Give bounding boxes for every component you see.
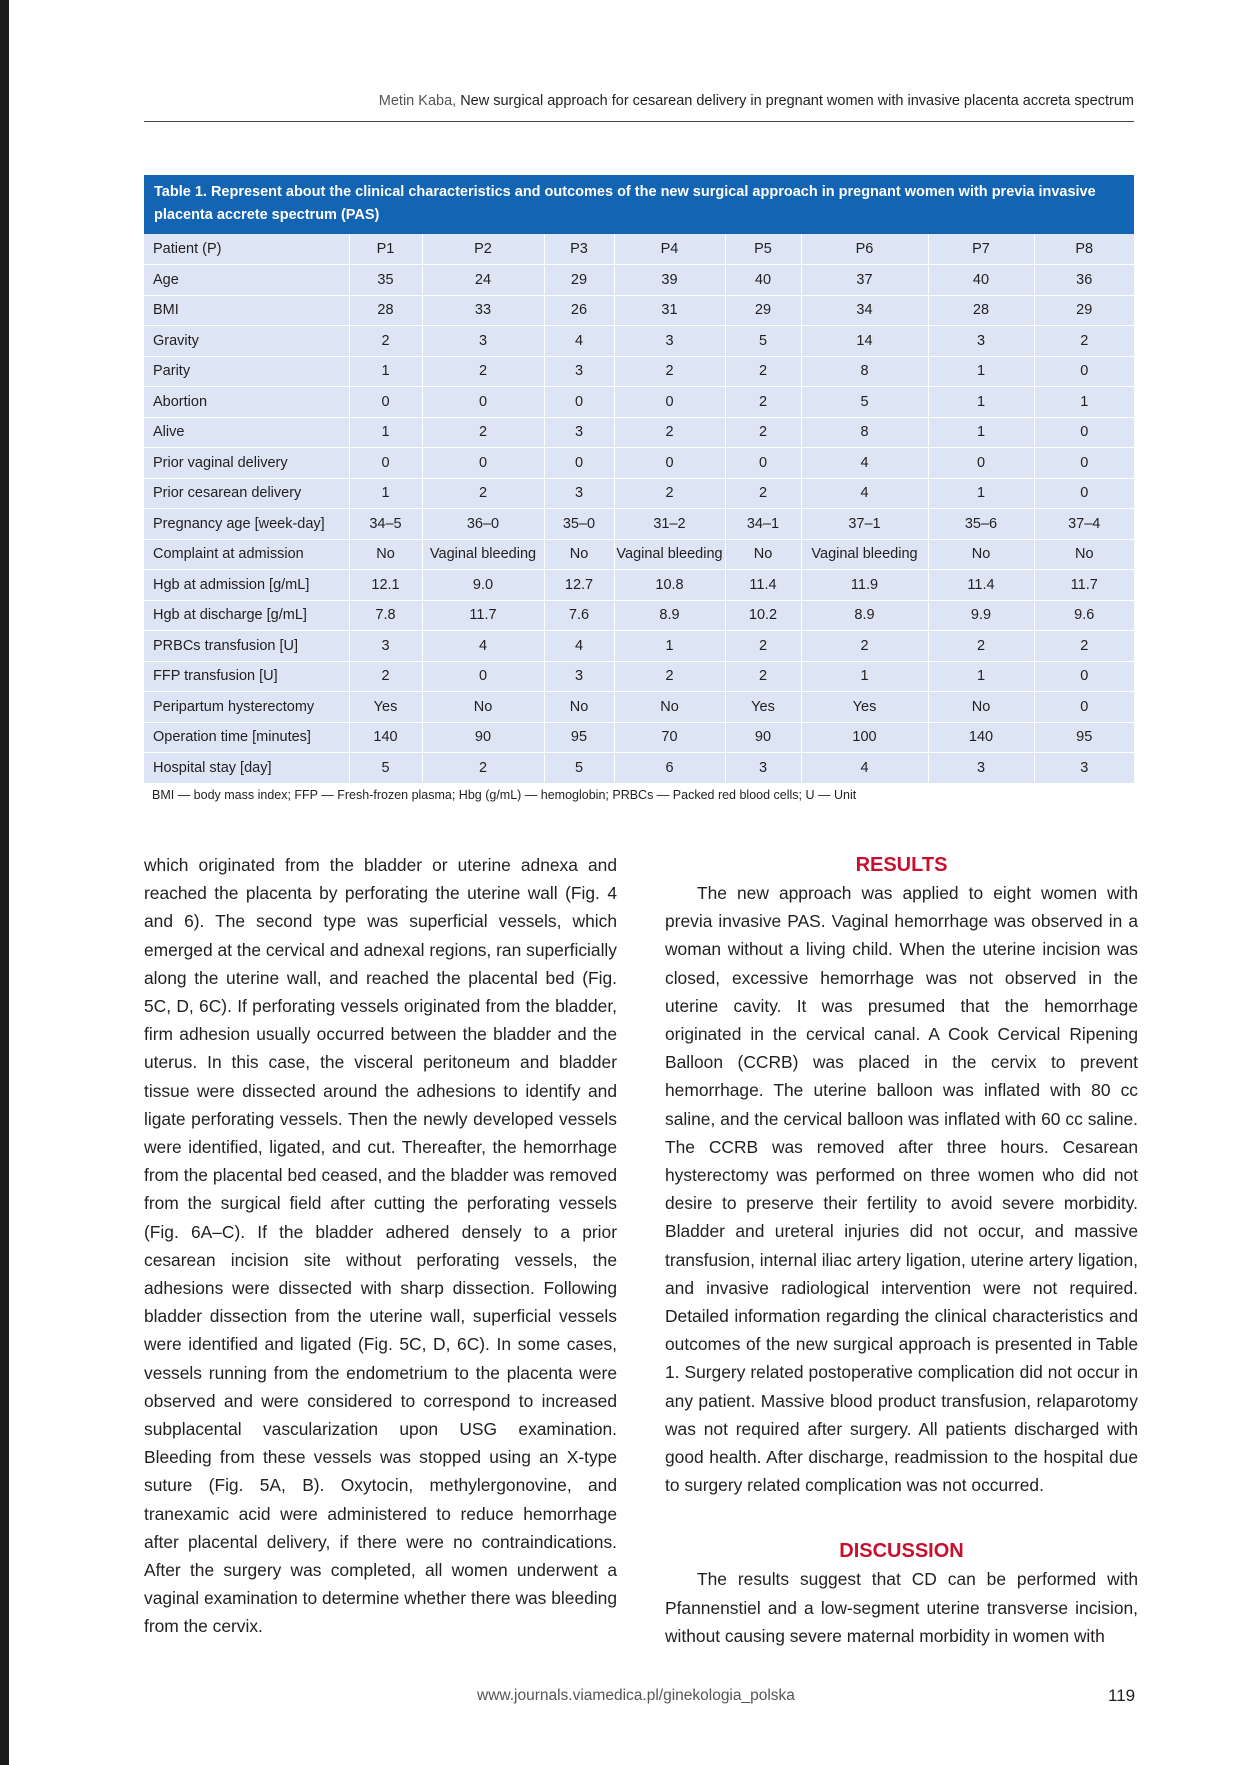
table-cell: 1 — [928, 661, 1034, 692]
table-cell: 8 — [801, 417, 928, 448]
table-cell: 2 — [614, 356, 725, 387]
table-cell: 9.6 — [1034, 600, 1134, 631]
results-paragraph: The new approach was applied to eight women with previa invasive PAS. Vaginal hemorrhage was observed in a woman without a living child. When the uterine incision was closed, excessive hemorrhage was not observed in the uterine cavity. It was presumed that the hemorrhage originated in the cervical canal. A Cook Cervical Ripening Balloon (CCRB) was placed in the cervix to prevent hemorrhage. The uterine balloon was inflated with 80 cc saline, and the cervical balloon was inflated with 60 cc saline. The CCRB was removed after three hours. Cesarean hysterectomy was performed on three women who did not desire to preserve their fertility to avoid severe morbidity. Bladder and ureteral injuries did not occur, and massive transfusion, internal iliac artery ligation, uterine artery ligation, and invasive radiological intervention were not required. Detailed information regarding the clinical characteristics and outcomes of the new surgical approach is presented in Table 1. Surgery related postoperative complication did not occur in any patient. Massive blood product transfusion, relaparotomy was not required after surgery. All patients discharged with good health. After discharge, readmission to the hospital due to surgery related complication was not occurred. — [665, 883, 1138, 1496]
row-label: Peripartum hysterectomy — [144, 692, 349, 723]
table-cell: 2 — [349, 326, 422, 357]
table-cell: 1 — [1034, 387, 1134, 418]
table-cell: 0 — [1034, 417, 1134, 448]
table-cell: 0 — [614, 448, 725, 479]
table-cell: 28 — [349, 295, 422, 326]
table-row — [144, 631, 1134, 662]
table-cell: 39 — [614, 265, 725, 296]
table-cell: 10.8 — [614, 570, 725, 601]
table-cell: 35 — [349, 265, 422, 296]
row-label: Hgb at admission [g/mL] — [144, 570, 349, 601]
table-cell: 0 — [928, 448, 1034, 479]
table-cell: 28 — [928, 295, 1034, 326]
table-cell: 7.6 — [544, 600, 614, 631]
table-cell: 11.4 — [725, 570, 801, 601]
row-label: Operation time [minutes] — [144, 722, 349, 753]
table-cell: 70 — [614, 722, 725, 753]
table-cell: 37–1 — [801, 509, 928, 540]
row-label: Hgb at discharge [g/mL] — [144, 600, 349, 631]
table-row — [144, 356, 1134, 387]
table-row — [144, 539, 1134, 570]
table-cell: 90 — [725, 722, 801, 753]
table-cell: No — [544, 539, 614, 570]
table-cell: 2 — [725, 417, 801, 448]
table-cell: 31–2 — [614, 509, 725, 540]
table-cell: 1 — [928, 478, 1034, 509]
table-cell: No — [928, 539, 1034, 570]
table-cell: 140 — [349, 722, 422, 753]
table-cell: P7 — [928, 234, 1034, 265]
table-cell: 3 — [544, 661, 614, 692]
page-number: 119 — [1108, 1686, 1136, 1705]
table-cell: 2 — [1034, 631, 1134, 662]
table-cell: 95 — [544, 722, 614, 753]
page-edge — [0, 0, 9, 1765]
table-cell: 3 — [544, 478, 614, 509]
table-footnote: BMI — body mass index; FFP — Fresh-frozen plasma; Hbg (g/mL) — hemoglobin; PRBCs — Packed red blood cells; U — Unit — [152, 788, 857, 802]
table-cell: 1 — [349, 478, 422, 509]
table-cell: 2 — [1034, 326, 1134, 357]
table-cell: 34–5 — [349, 509, 422, 540]
table-cell: P4 — [614, 234, 725, 265]
table-cell: 3 — [928, 326, 1034, 357]
table-cell: 26 — [544, 295, 614, 326]
table-cell: 5 — [544, 753, 614, 784]
table-cell: 9.9 — [928, 600, 1034, 631]
left-column — [144, 851, 617, 1641]
table-cell: 35–6 — [928, 509, 1034, 540]
table-cell: Yes — [349, 692, 422, 723]
table-cell: 0 — [349, 387, 422, 418]
table-cell: 0 — [1034, 478, 1134, 509]
table-cell: 4 — [544, 326, 614, 357]
row-label: Pregnancy age [week-day] — [144, 509, 349, 540]
table-cell: 100 — [801, 722, 928, 753]
table-cell: 2 — [725, 356, 801, 387]
table-cell: 29 — [544, 265, 614, 296]
table-cell: 0 — [544, 387, 614, 418]
table-row — [144, 692, 1134, 723]
table-cell: 4 — [422, 631, 544, 662]
row-label: Prior cesarean delivery — [144, 478, 349, 509]
table-cell: 0 — [422, 448, 544, 479]
table-cell: P3 — [544, 234, 614, 265]
table-cell: 40 — [725, 265, 801, 296]
table-cell: 2 — [614, 478, 725, 509]
table-cell: 3 — [544, 417, 614, 448]
table-cell: 1 — [349, 356, 422, 387]
row-label: Age — [144, 265, 349, 296]
table-cell: 11.7 — [1034, 570, 1134, 601]
table-cell: 33 — [422, 295, 544, 326]
table-cell: 90 — [422, 722, 544, 753]
table-cell: No — [928, 692, 1034, 723]
row-label: Alive — [144, 417, 349, 448]
row-label: Gravity — [144, 326, 349, 357]
table-cell: 3 — [614, 326, 725, 357]
table-cell: 2 — [725, 478, 801, 509]
table-cell: No — [1034, 539, 1134, 570]
row-label: Patient (P) — [144, 234, 349, 265]
table-cell: 11.7 — [422, 600, 544, 631]
table-cell: 2 — [725, 661, 801, 692]
table-cell: Yes — [801, 692, 928, 723]
results-heading: RESULTS — [855, 854, 948, 876]
row-label: PRBCs transfusion [U] — [144, 631, 349, 662]
table-cell: 0 — [422, 661, 544, 692]
table-cell: 36 — [1034, 265, 1134, 296]
table-cell: 2 — [422, 753, 544, 784]
table-cell: 4 — [544, 631, 614, 662]
table-cell: 4 — [801, 478, 928, 509]
table-cell: 0 — [544, 448, 614, 479]
table-cell: 5 — [725, 326, 801, 357]
table-cell: 12.1 — [349, 570, 422, 601]
table-cell: 35–0 — [544, 509, 614, 540]
table-cell: 1 — [928, 387, 1034, 418]
table-cell: 8.9 — [801, 600, 928, 631]
row-label: Parity — [144, 356, 349, 387]
table-cell: Yes — [725, 692, 801, 723]
table-cell: No — [725, 539, 801, 570]
table-row — [144, 387, 1134, 418]
table-cell: 0 — [1034, 661, 1134, 692]
table-cell: 2 — [422, 356, 544, 387]
table-cell: 3 — [928, 753, 1034, 784]
table-cell: 11.9 — [801, 570, 928, 601]
table-row — [144, 234, 1134, 265]
table-cell: 1 — [928, 356, 1034, 387]
table-cell: 0 — [725, 448, 801, 479]
running-header — [144, 93, 1134, 109]
table-cell: 4 — [801, 753, 928, 784]
table-row — [144, 722, 1134, 753]
table-cell: 2 — [422, 478, 544, 509]
table-cell: 34 — [801, 295, 928, 326]
table-cell: 8.9 — [614, 600, 725, 631]
table-cell: 2 — [349, 661, 422, 692]
table-cell: 2 — [422, 417, 544, 448]
table-cell: 0 — [1034, 356, 1134, 387]
table-cell: 3 — [349, 631, 422, 662]
table-cell: No — [544, 692, 614, 723]
table-cell: 1 — [349, 417, 422, 448]
table-cell: Vaginal bleeding — [614, 539, 725, 570]
discussion-heading: DISCUSSION — [839, 1540, 964, 1563]
table-row — [144, 478, 1134, 509]
table-row — [144, 509, 1134, 540]
table-cell: 2 — [725, 387, 801, 418]
row-label: Hospital stay [day] — [144, 753, 349, 784]
table-cell: 6 — [614, 753, 725, 784]
table-cell: 0 — [349, 448, 422, 479]
table-cell: 2 — [725, 631, 801, 662]
body-paragraph: which originated from the bladder or uterine adnexa and reached the placenta by perforating the uterine wall (Fig. 4 and 6). The second type was superficial vessels, which emerged at the cervical and adnexal regions, ran superficially along the uterine wall, and reached the placental bed (Fig. 5C, D, 6C). If perforating vessels originated from the bladder, firm adhesion usually occurred between the bladder and the uterus. In this case, the visceral peritoneum and bladder tissue were dissected around the adhesions to identify and ligate perforating vessels. Then the newly developed vessels were identified, ligated, and cut. Thereafter, the hemorrhage from the placental bed ceased, and the bladder was removed from the surgical field after cutting the perforating vessels (Fig. 6A–C). If the bladder adhered densely to a prior cesarean incision site without perforating vessels, the adhesions were dissected with sharp dissection. Following bladder dissection from the uterine wall, superficial vessels were identified and ligated (Fig. 5C, D, 6C). In some cases, vessels running from the endometrium to the placenta were observed and were considered to correspond to increased subplacental vascularization upon USG examination. Bleeding from these vessels was stopped using an X-type suture (Fig. 5A, B). Oxytocin, methylergonovine, and tranexamic acid were administered to reduce hemorrhage after placental delivery, if there were no contraindications. After the surgery was completed, all women underwent a vaginal examination to determine whether there was bleeding from the cervix. — [144, 855, 617, 1637]
table-cell: 1 — [614, 631, 725, 662]
clinical-table — [144, 234, 1134, 783]
header-rule — [144, 121, 1134, 122]
row-label: Complaint at admission — [144, 539, 349, 570]
table-cell: 37 — [801, 265, 928, 296]
table-row — [144, 265, 1134, 296]
table-cell: 34–1 — [725, 509, 801, 540]
table-cell: 0 — [1034, 692, 1134, 723]
table-cell: 5 — [801, 387, 928, 418]
table-caption: Table 1. Represent about the clinical characteristics and outcomes of the new surgical approach in pregnant women with previa invasive placenta accrete spectrum (PAS) — [144, 175, 1134, 234]
table-1 — [144, 175, 1134, 783]
table-cell: 29 — [725, 295, 801, 326]
header-author: Metin Kaba, — [378, 93, 457, 109]
table-cell: 10.2 — [725, 600, 801, 631]
table-row — [144, 600, 1134, 631]
header-title: New surgical approach for cesarean delivery in pregnant women with invasive placenta accreta spectrum — [460, 93, 1134, 109]
table-cell: 0 — [614, 387, 725, 418]
table-cell: Vaginal bleeding — [422, 539, 544, 570]
table-cell: 2 — [928, 631, 1034, 662]
table-row — [144, 753, 1134, 784]
table-cell: 31 — [614, 295, 725, 326]
table-cell: 5 — [349, 753, 422, 784]
table-cell: 140 — [928, 722, 1034, 753]
row-label: Prior vaginal delivery — [144, 448, 349, 479]
table-cell: P8 — [1075, 241, 1094, 257]
row-label: BMI — [144, 295, 349, 326]
table-cell: No — [614, 692, 725, 723]
table-cell: 0 — [422, 387, 544, 418]
table-cell: 9.0 — [422, 570, 544, 601]
row-label: FFP transfusion [U] — [144, 661, 349, 692]
table-row — [144, 295, 1134, 326]
table-cell: 7.8 — [349, 600, 422, 631]
table-cell: 4 — [801, 448, 928, 479]
table-cell: 3 — [725, 753, 801, 784]
table-cell: P5 — [725, 234, 801, 265]
table-row — [144, 326, 1134, 357]
table-cell: 0 — [1034, 448, 1134, 479]
table-cell: 24 — [422, 265, 544, 296]
table-cell: P2 — [422, 234, 544, 265]
table-cell: 3 — [1034, 753, 1134, 784]
table-row — [144, 570, 1134, 601]
table-cell: 36–0 — [422, 509, 544, 540]
table-cell: 14 — [801, 326, 928, 357]
table-row — [144, 661, 1134, 692]
table-cell: 1 — [801, 661, 928, 692]
table-cell: 2 — [614, 417, 725, 448]
table-cell: 95 — [1034, 722, 1134, 753]
table-cell: 29 — [1034, 295, 1134, 326]
table-cell: No — [422, 692, 544, 723]
table-cell: Vaginal bleeding — [801, 539, 928, 570]
table-cell: P1 — [349, 234, 422, 265]
table-cell: 12.7 — [544, 570, 614, 601]
table-cell: 2 — [801, 631, 928, 662]
table-cell: No — [349, 539, 422, 570]
table-cell: 8 — [801, 356, 928, 387]
discussion-paragraph: The results suggest that CD can be performed with Pfannenstiel and a low-segment uterine transverse incision, without causing severe maternal morbidity in women with — [665, 1569, 1138, 1646]
row-label: Abortion — [144, 387, 349, 418]
table-cell: 1 — [928, 417, 1034, 448]
right-column — [665, 851, 1138, 1650]
table-cell: 40 — [928, 265, 1034, 296]
table-cell: P6 — [801, 234, 928, 265]
table-cell: 2 — [614, 661, 725, 692]
table-cell: 3 — [544, 356, 614, 387]
footer-url: www.journals.viamedica.pl/ginekologia_polska — [477, 1687, 795, 1704]
table-cell: 3 — [422, 326, 544, 357]
table-row — [144, 417, 1134, 448]
table-row — [144, 448, 1134, 479]
table-cell: 11.4 — [928, 570, 1034, 601]
table-cell: 37–4 — [1034, 509, 1134, 540]
